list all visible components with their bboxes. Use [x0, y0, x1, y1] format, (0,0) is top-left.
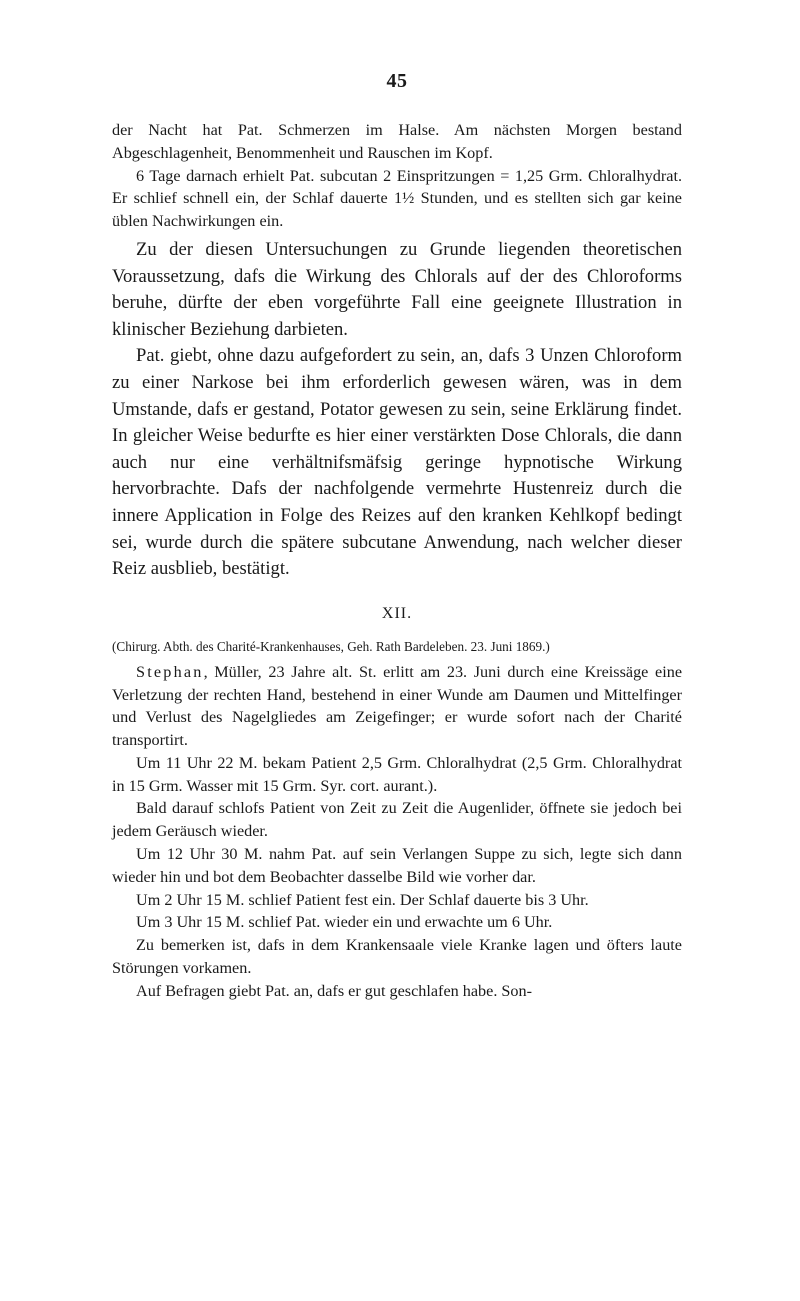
page-number: 45 [386, 70, 408, 92]
section-numeral: XII. [381, 604, 413, 622]
case-paragraph-1 [112, 661, 682, 752]
paragraph-3: Zu der diesen Untersuchungen zu Grunde liegenden theoretischen Voraussetzung, dafs die Wirkung des Chlorals auf der des Chloroforms beruhe, dürfte der eben vorgeführte Fall eine geeignete Illustration in klinischer Beziehung darbieten. [112, 238, 682, 340]
text-block-case [112, 661, 682, 1003]
case-paragraph-5: Um 2 Uhr 15 M. schlief Patient fest ein. Der Schlaf dauerte bis 3 Uhr. [136, 890, 589, 909]
case-paragraph-1-rest: , Müller, 23 Jahre alt. St. erlitt am 23. Juni durch eine Kreissäge eine Verletzung der rechten Hand, bestehend in einer Wunde am Daumen und Mittelfinger und Verlust des Nagelgliedes am Zeigefinger; er wurde sofort nach der Charité transportirt. [112, 662, 682, 750]
case-paragraph-8: Auf Befragen giebt Pat. an, dafs er gut geschlafen habe. Son- [136, 981, 533, 1000]
case-paragraph-2: Um 11 Uhr 22 M. bekam Patient 2,5 Grm. Chloralhydrat (2,5 Grm. Chloralhydrat in 15 Grm. Wasser mit 15 Grm. Syr. cort. aurant.). [112, 753, 682, 795]
case-paragraph-6: Um 3 Uhr 15 M. schlief Pat. wieder ein und erwachte um 6 Uhr. [136, 913, 553, 932]
case-paragraph-7: Zu bemerken ist, dafs in dem Krankensaale viele Kranke lagen und öfters laute Störungen vorkamen. [112, 936, 682, 978]
case-header: (Chirurg. Abth. des Charité-Krankenhauses, Geh. Rath Bardeleben. 23. Juni 1869.) [112, 638, 550, 654]
text-block-discussion [112, 237, 682, 583]
text-block-top [112, 119, 682, 233]
paragraph-1: der Nacht hat Pat. Schmerzen im Halse. Am nächsten Morgen bestand Abgeschlagenheit, Benommenheit und Rauschen im Kopf. [112, 121, 682, 162]
document-page [112, 70, 682, 1003]
case-paragraph-4: Um 12 Uhr 30 M. nahm Pat. auf sein Verlangen Suppe zu sich, legte sich dann wieder hin und bot dem Beobachter dasselbe Bild wie vorher dar. [112, 845, 682, 886]
paragraph-4: Pat. giebt, ohne dazu aufgefordert zu sein, an, dafs 3 Unzen Chloroform zu einer Narkose bei ihm erforderlich gewesen wären, was in dem Umstande, dafs er gestand, Potator gewesen zu sein, seine Erklärung findet. In gleicher Weise bedurfte es hier einer verstärkten Dose Chlorals, die dann auch nur eine verhältnifsmäfsig geringe hypnotische Wirkung hervorbrachte. Dafs der nachfolgende vermehrte Hustenreiz durch die innere Application in Folge des Reizes auf den kranken Kehlkopf bedingt sei, wurde durch die spätere subcutane Anwendung, nach welcher dieser Reiz ausblieb, bestätigt. [112, 345, 682, 580]
patient-name: Stephan [136, 662, 204, 681]
paragraph-2: 6 Tage darnach erhielt Pat. subcutan 2 Einspritzungen = 1,25 Grm. Chloralhydrat. Er schlief schnell ein, der Schlaf dauerte 1½ Stunden, und es stellten sich gar keine üblen Nachwirkungen ein. [112, 166, 682, 231]
case-paragraph-3: Bald darauf schlofs Patient von Zeit zu Zeit die Augenlider, öffnete sie jedoch bei jedem Geräusch wieder. [112, 799, 682, 841]
